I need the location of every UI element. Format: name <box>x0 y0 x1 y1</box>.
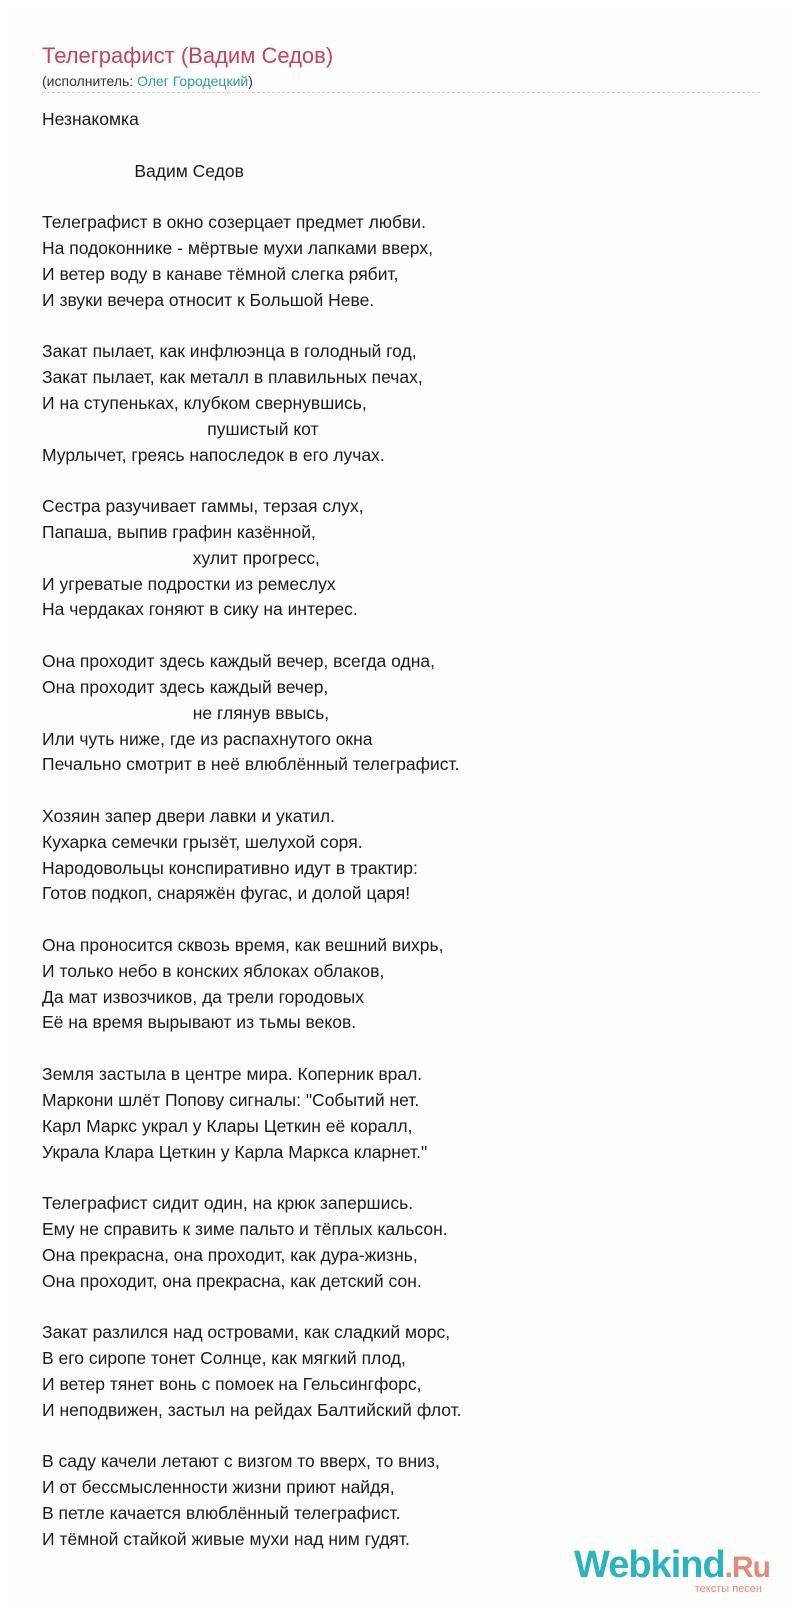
lyric-line: На подоконнике - мёртвые мухи лапками вверх, <box>42 238 433 259</box>
lyric-line <box>42 1423 762 1449</box>
lyric-line: Кухарка семечки грызёт, шелухой соря. <box>42 831 363 852</box>
title-divider <box>42 92 760 93</box>
lyric-line: На чердаках гоняют в сику на интерес. <box>42 599 358 620</box>
lyric-line: В его сиропе тонет Солнце, как мягкий плод, <box>42 1348 406 1368</box>
lyric-line: И ветер воду в канаве тёмной слегка рябит, <box>42 263 399 284</box>
lyric-line: И ветер тянет вонь с помоек на Гельсингфорс, <box>42 1373 422 1394</box>
performer-link[interactable]: Олег Городецкий <box>137 73 249 89</box>
lyric-line: В саду качели летают с визгом то вверх, то вниз, <box>42 1451 440 1472</box>
lyric-line: Сестра разучивает гаммы, терзая слух, <box>42 496 364 517</box>
lyric-line <box>42 468 762 494</box>
lyric-line: Да мат извозчиков, да трели городовых <box>42 986 365 1007</box>
lyric-line <box>42 314 762 340</box>
lyric-line <box>42 1036 762 1062</box>
lyric-line: Телеграфист сидит один, на крюк запершись. <box>42 1193 414 1214</box>
lyric-line: Она прекрасна, она проходит, как дура-жизнь, <box>42 1244 418 1265</box>
lyric-line: Её на время вырывают из тьмы веков. <box>42 1012 357 1033</box>
lyric-line: Или чуть ниже, где из распахнутого окна <box>42 728 373 749</box>
lyrics-text <box>42 107 762 1553</box>
lyric-line: Мурлычет, греясь напоследок в его лучах. <box>42 444 385 465</box>
lyric-line <box>42 1294 762 1320</box>
lyric-line: Телеграфист в окно созерцает предмет любви. <box>42 212 426 233</box>
lyric-line: Карл Маркс украл у Клары Цеткин её коралл, <box>42 1115 413 1136</box>
lyric-line: И на ступеньках, клубком свернувшись, <box>42 392 367 413</box>
logo-wordmark <box>574 1544 770 1587</box>
page <box>10 10 790 1602</box>
lyric-line <box>42 778 762 804</box>
lyric-line: Папаша, выпив графин казённой, <box>42 522 316 542</box>
lyric-line <box>42 623 762 649</box>
lyric-line: Украла Клара Цеткин у Карла Маркса кларнет." <box>42 1141 428 1162</box>
lyric-line: И тёмной стайкой живые мухи над ним гудят. <box>42 1528 410 1549</box>
lyric-line: Земля застыла в центре мира. Коперник врал. <box>42 1064 423 1085</box>
performer-line <box>42 73 253 89</box>
logo-domain-text: .Ru <box>724 1551 770 1584</box>
lyric-line: Она проходит, она прекрасна, как детский сон. <box>42 1270 422 1291</box>
lyric-line <box>42 133 762 159</box>
logo-main-text: Webkind <box>574 1544 725 1586</box>
site-logo[interactable] <box>574 1544 770 1595</box>
logo-tagline: тексты песен <box>694 1583 762 1595</box>
lyric-line: Вадим Седов <box>42 160 244 181</box>
lyric-line: пушистый кот <box>42 418 319 439</box>
lyric-line <box>42 907 762 933</box>
performer-prefix: (исполнитель: <box>42 73 138 89</box>
lyric-line: Закат разлился над островами, как сладкий морс, <box>42 1322 451 1343</box>
lyric-line: Закат пылает, как инфлюэнца в голодный год, <box>42 341 417 362</box>
lyric-line: И только небо в конских яблоках облаков, <box>42 960 385 981</box>
lyric-line: Ему не справить к зиме пальто и тёплых кальсон. <box>42 1218 448 1239</box>
lyric-line: Маркони шлёт Попову сигналы: "Событий нет. <box>42 1089 420 1110</box>
lyric-line: Хозяин запер двери лавки и укатил. <box>42 805 335 826</box>
performer-suffix: ) <box>248 73 253 89</box>
lyric-line: не глянув ввысь, <box>42 702 330 723</box>
lyric-line: И от бессмысленности жизни приют найдя, <box>42 1477 395 1498</box>
lyric-line: Закат пылает, как металл в плавильных печах, <box>42 367 423 388</box>
lyric-line: Она проходит здесь каждый вечер, <box>42 676 329 697</box>
lyric-line: И угреватые подростки из ремеслух <box>42 573 336 594</box>
lyric-line <box>42 184 762 210</box>
lyric-line: И звуки вечера относит к Большой Неве. <box>42 289 375 310</box>
lyric-line: В петле качается влюблённый телеграфист. <box>42 1502 401 1523</box>
song-title: Телеграфист (Вадим Седов) <box>42 43 334 68</box>
lyric-line: Готов подкоп, снаряжён фугас, и долой царя! <box>42 883 411 904</box>
lyric-line: хулит прогресс, <box>42 547 320 568</box>
lyric-line <box>42 1165 762 1191</box>
lyric-line: Печально смотрит в неё влюблённый телеграфист. <box>42 754 460 775</box>
lyric-line: Народовольцы конспиративно идут в трактир: <box>42 857 418 878</box>
lyric-line: Она проходит здесь каждый вечер, всегда одна, <box>42 651 435 672</box>
lyric-line: И неподвижен, застыл на рейдах Балтийский флот. <box>42 1399 462 1420</box>
lyric-line: Она проносится сквозь время, как вешний вихрь, <box>42 935 444 955</box>
lyric-line: Незнакомка <box>42 109 139 129</box>
